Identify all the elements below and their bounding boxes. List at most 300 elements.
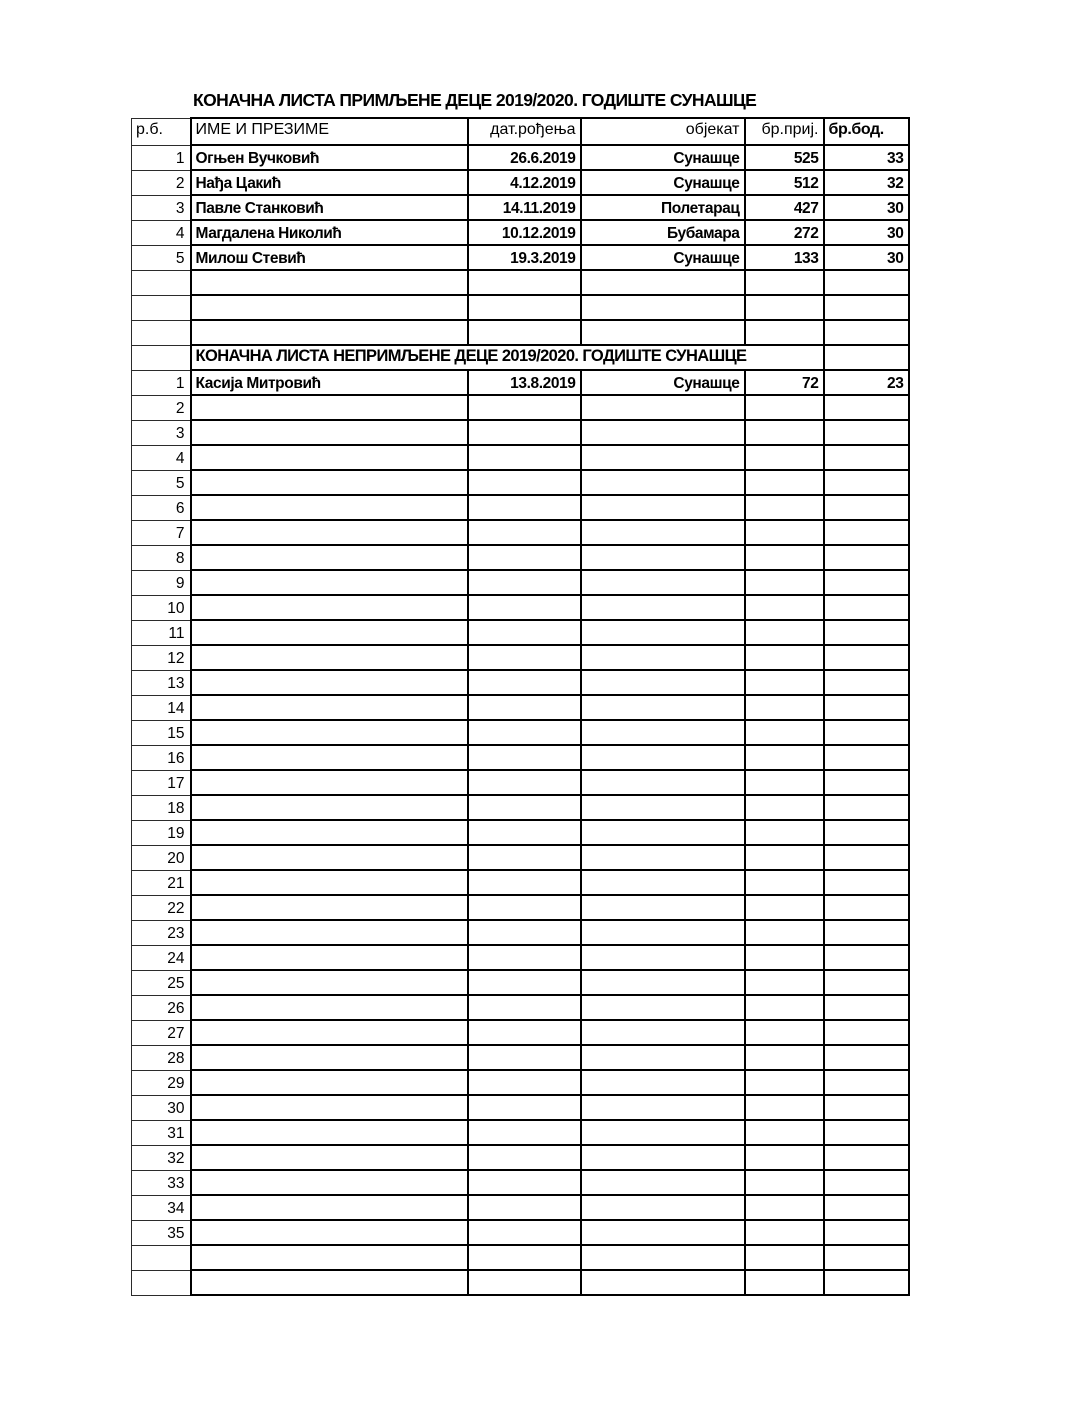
- cell-dob: 26.6.2019: [468, 145, 581, 170]
- empty-row: [132, 1270, 909, 1295]
- empty-cell: [581, 1270, 745, 1295]
- row-number: 5: [132, 470, 191, 495]
- empty-numbered-row: [132, 1145, 909, 1170]
- empty-cell: [824, 395, 909, 420]
- empty-cell: [745, 1170, 824, 1195]
- cell-facility: Сунашце: [581, 145, 745, 170]
- empty-cell: [468, 645, 581, 670]
- empty-cell: [824, 870, 909, 895]
- cell-facility: Сунашце: [581, 170, 745, 195]
- row-number: 12: [132, 645, 191, 670]
- empty-numbered-row: [132, 1170, 909, 1195]
- empty-numbered-row: [132, 745, 909, 770]
- empty-cell: [581, 1245, 745, 1270]
- empty-numbered-row: [132, 1220, 909, 1245]
- empty-cell: [581, 570, 745, 595]
- empty-numbered-row: [132, 820, 909, 845]
- admitted-row: [132, 145, 909, 170]
- empty-numbered-row: [132, 1195, 909, 1220]
- empty-cell: [581, 720, 745, 745]
- empty-cell: [191, 870, 468, 895]
- empty-cell: [824, 1095, 909, 1120]
- cell-app-no: 427: [745, 195, 824, 220]
- row-number: 1: [132, 370, 191, 395]
- cell-name: Огњен Вучковић: [191, 145, 468, 170]
- empty-cell: [824, 670, 909, 695]
- empty-cell: [745, 645, 824, 670]
- list2-title: КОНАЧНА ЛИСТА НЕПРИМЉЕНЕ ДЕЦЕ 2019/2020. ГОДИШТЕ СУНАШЦЕ: [191, 345, 824, 370]
- empty-cell: [824, 445, 909, 470]
- empty-cell: [824, 620, 909, 645]
- empty-cell: [191, 1220, 468, 1245]
- empty-cell: [191, 845, 468, 870]
- empty-cell: [581, 1120, 745, 1145]
- empty-cell: [581, 395, 745, 420]
- empty-cell: [468, 695, 581, 720]
- empty-cell: [191, 995, 468, 1020]
- cell-facility: Сунашце: [581, 245, 745, 270]
- empty-cell: [824, 570, 909, 595]
- empty-cell: [581, 1170, 745, 1195]
- empty-cell: [824, 295, 909, 320]
- row-number: 6: [132, 495, 191, 520]
- empty-cell: [581, 595, 745, 620]
- row-number: 32: [132, 1145, 191, 1170]
- row-number: 24: [132, 945, 191, 970]
- cell-app-no: 512: [745, 170, 824, 195]
- row-number: 31: [132, 1120, 191, 1145]
- cell-name: Милош Стевић: [191, 245, 468, 270]
- cell-points: 30: [824, 220, 909, 245]
- row-number: 13: [132, 670, 191, 695]
- empty-cell: [824, 595, 909, 620]
- empty-numbered-row: [132, 545, 909, 570]
- empty-cell: [191, 270, 468, 295]
- empty-cell: [191, 1245, 468, 1270]
- empty-cell: [824, 795, 909, 820]
- header-row: [132, 118, 909, 145]
- empty-numbered-row: [132, 420, 909, 445]
- row-number: 4: [132, 445, 191, 470]
- empty-cell: [132, 345, 191, 370]
- admitted-row: [132, 220, 909, 245]
- empty-cell: [581, 420, 745, 445]
- empty-numbered-row: [132, 470, 909, 495]
- empty-cell: [468, 670, 581, 695]
- admitted-row: [132, 195, 909, 220]
- row-number: 17: [132, 770, 191, 795]
- row-number: 2: [132, 170, 191, 195]
- empty-cell: [468, 270, 581, 295]
- empty-cell: [824, 820, 909, 845]
- empty-cell: [745, 270, 824, 295]
- empty-cell: [745, 420, 824, 445]
- empty-cell: [468, 995, 581, 1020]
- cell-name: Касија Митровић: [191, 370, 468, 395]
- col-header-name: ИМЕ И ПРЕЗИМЕ: [191, 118, 468, 145]
- empty-cell: [132, 295, 191, 320]
- empty-cell: [745, 545, 824, 570]
- empty-cell: [468, 420, 581, 445]
- empty-numbered-row: [132, 995, 909, 1020]
- empty-cell: [824, 320, 909, 345]
- empty-cell: [191, 570, 468, 595]
- empty-cell: [468, 620, 581, 645]
- empty-cell: [468, 820, 581, 845]
- empty-cell: [745, 1245, 824, 1270]
- empty-cell: [581, 645, 745, 670]
- col-header-points: бр.бод.: [824, 118, 909, 145]
- list2-title-row: [132, 345, 909, 370]
- empty-cell: [824, 345, 909, 370]
- empty-cell: [581, 1020, 745, 1045]
- cell-points: 32: [824, 170, 909, 195]
- empty-numbered-row: [132, 920, 909, 945]
- empty-cell: [824, 1145, 909, 1170]
- empty-cell: [824, 520, 909, 545]
- empty-cell: [824, 645, 909, 670]
- empty-cell: [745, 870, 824, 895]
- row-number: 20: [132, 845, 191, 870]
- empty-cell: [191, 1270, 468, 1295]
- empty-cell: [745, 1220, 824, 1245]
- admitted-row: [132, 245, 909, 270]
- row-number: 14: [132, 695, 191, 720]
- cell-points: 30: [824, 195, 909, 220]
- empty-cell: [468, 920, 581, 945]
- row-number: 4: [132, 220, 191, 245]
- cell-dob: 14.11.2019: [468, 195, 581, 220]
- empty-cell: [191, 445, 468, 470]
- row-number: 29: [132, 1070, 191, 1095]
- cell-name: Магдалена Николић: [191, 220, 468, 245]
- empty-cell: [468, 470, 581, 495]
- empty-cell: [191, 620, 468, 645]
- empty-cell: [191, 1045, 468, 1070]
- empty-cell: [745, 820, 824, 845]
- empty-cell: [191, 1070, 468, 1095]
- empty-cell: [745, 1020, 824, 1045]
- row-number: 16: [132, 745, 191, 770]
- empty-numbered-row: [132, 1070, 909, 1095]
- empty-cell: [191, 1145, 468, 1170]
- empty-numbered-row: [132, 670, 909, 695]
- empty-cell: [581, 745, 745, 770]
- empty-cell: [824, 470, 909, 495]
- empty-cell: [581, 895, 745, 920]
- cell-points: 30: [824, 245, 909, 270]
- col-header-dob: дат.рођења: [468, 118, 581, 145]
- empty-cell: [824, 1045, 909, 1070]
- empty-cell: [581, 270, 745, 295]
- empty-cell: [191, 595, 468, 620]
- empty-cell: [745, 295, 824, 320]
- empty-cell: [191, 1095, 468, 1120]
- cell-facility: Бубамара: [581, 220, 745, 245]
- empty-cell: [824, 995, 909, 1020]
- empty-cell: [468, 445, 581, 470]
- empty-cell: [745, 445, 824, 470]
- empty-cell: [581, 1220, 745, 1245]
- empty-cell: [581, 870, 745, 895]
- empty-cell: [468, 745, 581, 770]
- empty-numbered-row: [132, 570, 909, 595]
- empty-cell: [581, 1195, 745, 1220]
- cell-dob: 13.8.2019: [468, 370, 581, 395]
- empty-cell: [191, 920, 468, 945]
- cell-name: Нађа Цакић: [191, 170, 468, 195]
- col-header-rb: р.б.: [132, 118, 191, 145]
- empty-cell: [745, 995, 824, 1020]
- empty-cell: [824, 1270, 909, 1295]
- empty-cell: [581, 820, 745, 845]
- row-number: 23: [132, 920, 191, 945]
- cell-app-no: 525: [745, 145, 824, 170]
- empty-numbered-row: [132, 1045, 909, 1070]
- empty-cell: [468, 595, 581, 620]
- empty-cell: [581, 995, 745, 1020]
- empty-cell: [824, 845, 909, 870]
- empty-cell: [468, 1045, 581, 1070]
- empty-cell: [468, 520, 581, 545]
- empty-cell: [191, 695, 468, 720]
- cell-facility: Полетарац: [581, 195, 745, 220]
- empty-cell: [468, 770, 581, 795]
- empty-cell: [468, 1020, 581, 1045]
- empty-cell: [745, 745, 824, 770]
- empty-cell: [824, 1120, 909, 1145]
- col-header-facility: објекат: [581, 118, 745, 145]
- empty-cell: [191, 1020, 468, 1045]
- not-admitted-row: [132, 370, 909, 395]
- row-number: 19: [132, 820, 191, 845]
- empty-cell: [468, 1070, 581, 1095]
- empty-row: [132, 1245, 909, 1270]
- empty-row: [132, 320, 909, 345]
- empty-cell: [824, 495, 909, 520]
- empty-cell: [824, 895, 909, 920]
- empty-cell: [191, 295, 468, 320]
- empty-numbered-row: [132, 695, 909, 720]
- empty-cell: [468, 1170, 581, 1195]
- empty-cell: [581, 970, 745, 995]
- empty-numbered-row: [132, 645, 909, 670]
- row-number: 3: [132, 195, 191, 220]
- empty-cell: [191, 320, 468, 345]
- empty-numbered-row: [132, 395, 909, 420]
- empty-cell: [745, 845, 824, 870]
- empty-numbered-row: [132, 1120, 909, 1145]
- empty-cell: [581, 1145, 745, 1170]
- table-body: [132, 118, 909, 1295]
- cell-dob: 10.12.2019: [468, 220, 581, 245]
- empty-cell: [745, 770, 824, 795]
- empty-cell: [581, 445, 745, 470]
- empty-cell: [468, 845, 581, 870]
- empty-cell: [745, 395, 824, 420]
- cell-app-no: 272: [745, 220, 824, 245]
- empty-cell: [468, 1270, 581, 1295]
- empty-cell: [191, 770, 468, 795]
- empty-cell: [824, 270, 909, 295]
- empty-cell: [745, 570, 824, 595]
- empty-numbered-row: [132, 945, 909, 970]
- cell-dob: 19.3.2019: [468, 245, 581, 270]
- empty-cell: [824, 945, 909, 970]
- empty-cell: [132, 1270, 191, 1295]
- empty-cell: [191, 720, 468, 745]
- empty-numbered-row: [132, 620, 909, 645]
- empty-numbered-row: [132, 495, 909, 520]
- empty-cell: [581, 920, 745, 945]
- row-number: 27: [132, 1020, 191, 1045]
- empty-cell: [824, 1220, 909, 1245]
- empty-cell: [745, 620, 824, 645]
- empty-cell: [581, 770, 745, 795]
- empty-cell: [191, 520, 468, 545]
- empty-cell: [468, 870, 581, 895]
- empty-cell: [745, 595, 824, 620]
- row-number: 2: [132, 395, 191, 420]
- row-number: 34: [132, 1195, 191, 1220]
- empty-cell: [132, 1245, 191, 1270]
- empty-cell: [468, 895, 581, 920]
- empty-numbered-row: [132, 795, 909, 820]
- empty-cell: [745, 1120, 824, 1145]
- row-number: 15: [132, 720, 191, 745]
- empty-cell: [468, 1095, 581, 1120]
- row-number: 7: [132, 520, 191, 545]
- empty-cell: [581, 545, 745, 570]
- empty-cell: [745, 720, 824, 745]
- empty-cell: [581, 320, 745, 345]
- empty-numbered-row: [132, 895, 909, 920]
- empty-cell: [824, 1170, 909, 1195]
- empty-cell: [191, 1195, 468, 1220]
- empty-cell: [581, 1095, 745, 1120]
- empty-cell: [468, 295, 581, 320]
- row-number: 3: [132, 420, 191, 445]
- cell-dob: 4.12.2019: [468, 170, 581, 195]
- empty-cell: [468, 570, 581, 595]
- empty-cell: [191, 970, 468, 995]
- empty-cell: [191, 420, 468, 445]
- cell-facility: Сунашце: [581, 370, 745, 395]
- empty-cell: [191, 470, 468, 495]
- admission-lists-table: [131, 117, 910, 1296]
- empty-cell: [581, 695, 745, 720]
- empty-cell: [745, 470, 824, 495]
- row-number: 5: [132, 245, 191, 270]
- row-number: 21: [132, 870, 191, 895]
- empty-cell: [581, 1045, 745, 1070]
- empty-cell: [745, 320, 824, 345]
- row-number: 25: [132, 970, 191, 995]
- empty-cell: [745, 1095, 824, 1120]
- empty-cell: [745, 695, 824, 720]
- empty-cell: [745, 1270, 824, 1295]
- empty-cell: [745, 1070, 824, 1095]
- cell-name: Павле Станковић: [191, 195, 468, 220]
- empty-numbered-row: [132, 770, 909, 795]
- empty-cell: [468, 1145, 581, 1170]
- empty-cell: [745, 945, 824, 970]
- empty-cell: [191, 1120, 468, 1145]
- empty-cell: [745, 1045, 824, 1070]
- empty-numbered-row: [132, 845, 909, 870]
- empty-numbered-row: [132, 970, 909, 995]
- empty-cell: [581, 470, 745, 495]
- empty-cell: [191, 395, 468, 420]
- empty-cell: [745, 520, 824, 545]
- empty-cell: [745, 495, 824, 520]
- row-number: 1: [132, 145, 191, 170]
- cell-app-no: 133: [745, 245, 824, 270]
- empty-cell: [824, 420, 909, 445]
- empty-cell: [824, 545, 909, 570]
- empty-cell: [191, 895, 468, 920]
- row-number: 10: [132, 595, 191, 620]
- empty-cell: [191, 945, 468, 970]
- row-number: 28: [132, 1045, 191, 1070]
- empty-cell: [191, 745, 468, 770]
- empty-cell: [745, 970, 824, 995]
- empty-cell: [745, 1145, 824, 1170]
- empty-cell: [581, 945, 745, 970]
- empty-cell: [191, 545, 468, 570]
- empty-cell: [581, 620, 745, 645]
- row-number: 11: [132, 620, 191, 645]
- empty-cell: [468, 1195, 581, 1220]
- empty-cell: [745, 895, 824, 920]
- empty-cell: [581, 670, 745, 695]
- admitted-row: [132, 170, 909, 195]
- empty-cell: [191, 1170, 468, 1195]
- empty-cell: [468, 1220, 581, 1245]
- empty-cell: [468, 320, 581, 345]
- empty-numbered-row: [132, 1095, 909, 1120]
- empty-cell: [581, 295, 745, 320]
- empty-cell: [191, 820, 468, 845]
- row-number: 35: [132, 1220, 191, 1245]
- empty-cell: [468, 495, 581, 520]
- row-number: 18: [132, 795, 191, 820]
- empty-cell: [824, 920, 909, 945]
- empty-numbered-row: [132, 720, 909, 745]
- empty-numbered-row: [132, 445, 909, 470]
- empty-cell: [468, 1120, 581, 1145]
- empty-cell: [581, 795, 745, 820]
- empty-cell: [745, 670, 824, 695]
- empty-cell: [468, 970, 581, 995]
- empty-cell: [468, 1245, 581, 1270]
- empty-cell: [745, 920, 824, 945]
- empty-cell: [581, 845, 745, 870]
- row-number: 8: [132, 545, 191, 570]
- empty-cell: [824, 745, 909, 770]
- cell-points: 23: [824, 370, 909, 395]
- empty-cell: [745, 1195, 824, 1220]
- empty-cell: [824, 1245, 909, 1270]
- row-number: 22: [132, 895, 191, 920]
- row-number: 33: [132, 1170, 191, 1195]
- row-number: 30: [132, 1095, 191, 1120]
- empty-cell: [824, 1020, 909, 1045]
- col-header-app-no: бр.приј.: [745, 118, 824, 145]
- empty-cell: [824, 770, 909, 795]
- empty-cell: [581, 520, 745, 545]
- empty-cell: [191, 670, 468, 695]
